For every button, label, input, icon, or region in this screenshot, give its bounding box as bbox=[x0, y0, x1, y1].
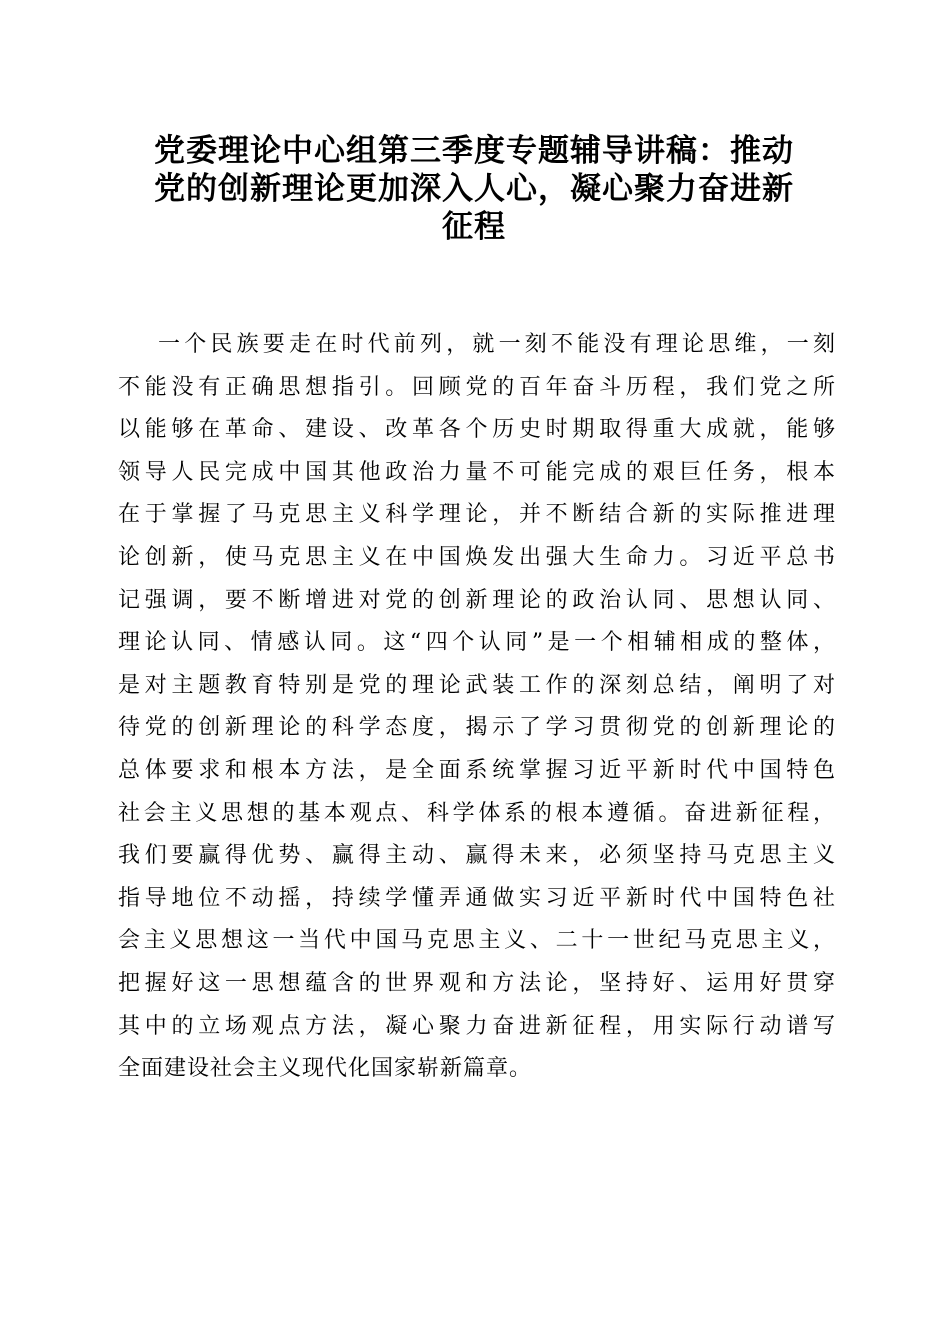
title-line: 征程 bbox=[442, 209, 506, 245]
paragraph-line: 会主义思想这一当代中国马克思主义、二十一世纪马克思主义， bbox=[118, 928, 836, 954]
paragraph-line: 全面建设社会主义现代化国家崭新篇章。 bbox=[118, 1056, 533, 1082]
paragraph-line: 在于掌握了马克思主义科学理论，并不断结合新的实际推进理 bbox=[118, 502, 836, 528]
paragraph-line: 是对主题教育特别是党的理论武装工作的深刻总结，阐明了对 bbox=[118, 672, 836, 698]
paragraph-line: 指导地位不动摇，持续学懂弄通做实习近平新时代中国特色社 bbox=[118, 885, 836, 911]
paragraph-line: 理论认同、情感认同。这“四个认同”是一个相辅相成的整体， bbox=[118, 630, 836, 656]
paragraph-line: 论创新，使马克思主义在中国焕发出强大生命力。习近平总书 bbox=[118, 544, 836, 570]
paragraph-line: 不能没有正确思想指引。回顾党的百年奋斗历程，我们党之所 bbox=[118, 374, 836, 400]
paragraph-line: 社会主义思想的基本观点、科学体系的根本遵循。奋进新征程， bbox=[118, 800, 836, 826]
paragraph-line: 总体要求和根本方法，是全面系统掌握习近平新时代中国特色 bbox=[118, 757, 836, 783]
paragraph-line: 领导人民完成中国其他政治力量不可能完成的艰巨任务，根本 bbox=[118, 459, 836, 485]
paragraph-line: 其中的立场观点方法，凝心聚力奋进新征程，用实际行动谱写 bbox=[118, 1013, 836, 1039]
document-title bbox=[115, 132, 833, 246]
paragraph-line: 记强调，要不断增进对党的创新理论的政治认同、思想认同、 bbox=[118, 587, 836, 613]
paragraph-line: 我们要赢得优势、赢得主动、赢得未来，必须坚持马克思主义 bbox=[118, 843, 836, 869]
paragraph-line: 以能够在革命、建设、改革各个历史时期取得重大成就，能够 bbox=[118, 417, 836, 443]
paragraph-line: 一个民族要走在时代前列，就一刻不能没有理论思维，一刻 bbox=[158, 332, 836, 357]
paragraph-line: 待党的创新理论的科学态度，揭示了学习贯彻党的创新理论的 bbox=[118, 715, 836, 741]
body-paragraph bbox=[118, 324, 836, 1091]
title-line: 党的创新理论更加深入人心，凝心聚力奋进新 bbox=[154, 171, 794, 207]
paragraph-line: 把握好这一思想蕴含的世界观和方法论，坚持好、运用好贯穿 bbox=[118, 970, 836, 996]
title-line: 党委理论中心组第三季度专题辅导讲稿：推动 bbox=[154, 133, 794, 169]
